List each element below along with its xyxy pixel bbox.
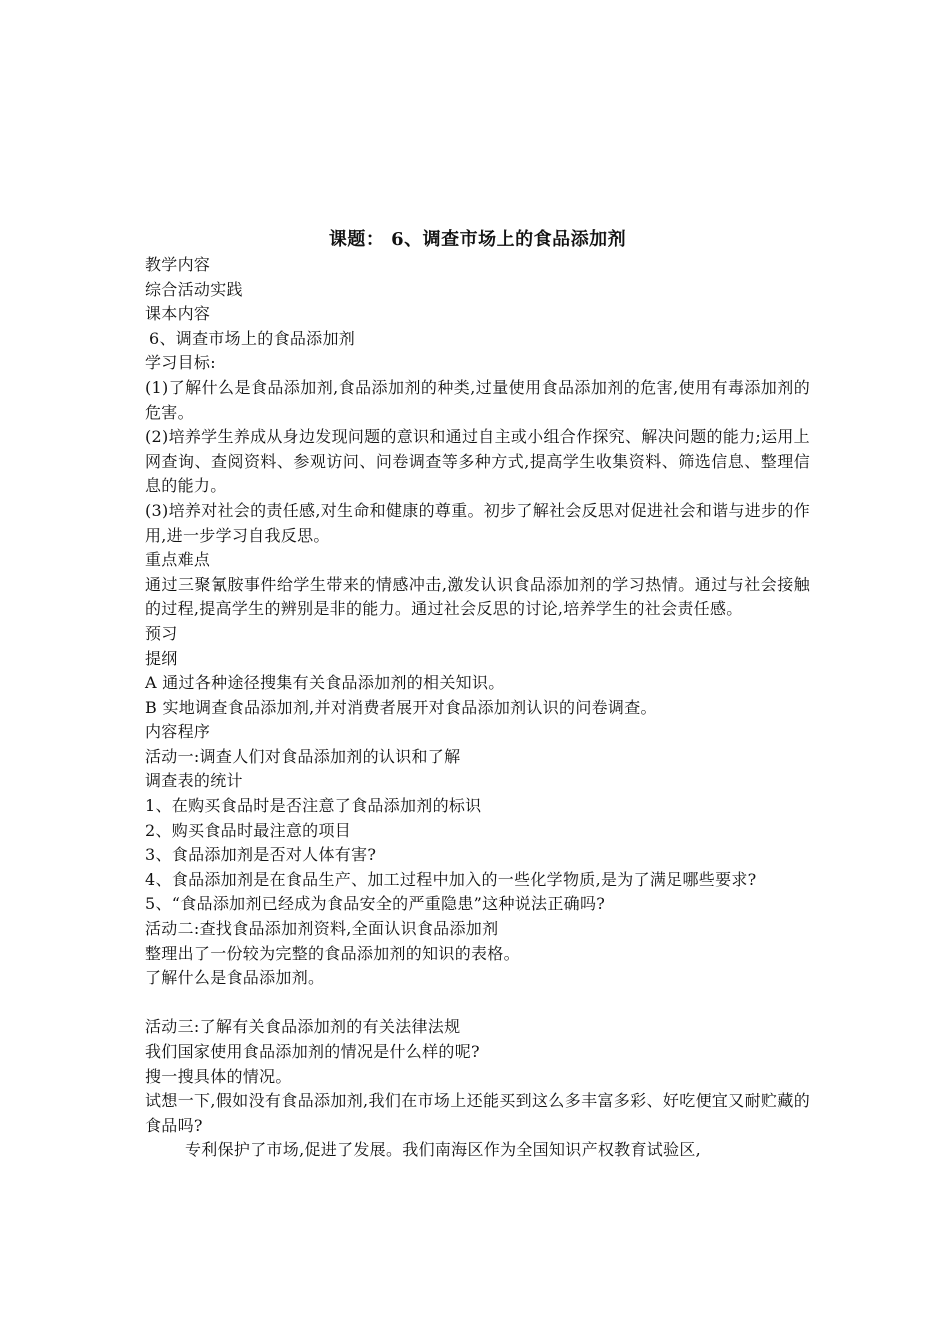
outline-item-a: A 通过各种途径搜集有关食品添加剂的相关知识。 (145, 673, 505, 693)
text-line: 搜一搜具体的情况。 (145, 1066, 292, 1086)
outline-item-b: B 实地调查食品添加剂,并对消费者展开对食品添加剂认识的问卷调查。 (145, 697, 657, 717)
survey-stats-heading: 调查表的统计 (145, 771, 243, 791)
heading-key-points: 重点难点 (145, 550, 211, 570)
page-title: 课题： 6、调查市场上的食品添加剂 (328, 229, 627, 250)
survey-item: 3、食品添加剂是否对人体有害? (145, 845, 377, 865)
heading-outline: 提纲 (145, 648, 178, 668)
text-line: 6、调查市场上的食品添加剂 (149, 328, 356, 348)
goal-3: (3)培养对社会的责任感,对生命和健康的尊重。初步了解社会反思对促进社会和谐与进步的作用,进一步学习自我反思。 (145, 500, 810, 545)
text-paragraph: 试想一下,假如没有食品添加剂,我们在市场上还能买到这么多丰富多彩、好吃便宜又耐贮藏的食品吗? (145, 1091, 810, 1135)
heading-learning-goals: 学习目标: (145, 353, 216, 373)
heading-teaching-content: 教学内容 (145, 255, 211, 274)
text-line: 综合活动实践 (145, 279, 243, 299)
survey-item: 2、购买食品时最注意的项目 (145, 820, 352, 840)
heading-textbook-content: 课本内容 (145, 304, 211, 324)
activity-3-heading: 活动三:了解有关食品添加剂的有关法律法规 (145, 1017, 461, 1037)
survey-item: 5、“食品添加剂已经成为食品安全的严重隐患”这种说法正确吗? (145, 894, 606, 914)
heading-procedure: 内容程序 (145, 722, 211, 742)
document-page (145, 229, 810, 1163)
text-line: 整理出了一份较为完整的食品添加剂的知识的表格。 (145, 943, 520, 963)
text-paragraph: 专利保护了市场,促进了发展。我们南海区作为全国知识产权教育试验区, (185, 1140, 702, 1160)
text-line: 了解什么是食品添加剂。 (145, 968, 325, 988)
key-points-paragraph: 通过三聚氰胺事件给学生带来的情感冲击,激发认识食品添加剂的学习热情。通过与社会接触的过程,提高学生的辨别是非的能力。通过社会反思的讨论,培养学生的社会责任感。 (145, 574, 810, 619)
blank-line (145, 991, 810, 1016)
text-line: 我们国家使用食品添加剂的情况是什么样的呢? (145, 1042, 480, 1061)
activity-2-heading: 活动二:查找食品添加剂资料,全面认识食品添加剂 (145, 919, 499, 939)
survey-item: 4、食品添加剂是在食品生产、加工过程中加入的一些化学物质,是为了满足哪些要求? (145, 869, 757, 889)
goal-1: (1)了解什么是食品添加剂,食品添加剂的种类,过量使用食品添加剂的危害,使用有毒添加剂的危害。 (145, 377, 810, 422)
activity-1-heading: 活动一:调查人们对食品添加剂的认识和了解 (145, 746, 461, 766)
goal-2: (2)培养学生养成从身边发现问题的意识和通过自主或小组合作探究、解决问题的能力;运用上网查询、查阅资料、参观访问、问卷调查等多种方式,提高学生收集资料、筛选信息、整理信息的能力。 (145, 427, 810, 496)
heading-preview: 预习 (145, 623, 178, 643)
survey-item: 1、在购买食品时是否注意了食品添加剂的标识 (145, 796, 482, 816)
